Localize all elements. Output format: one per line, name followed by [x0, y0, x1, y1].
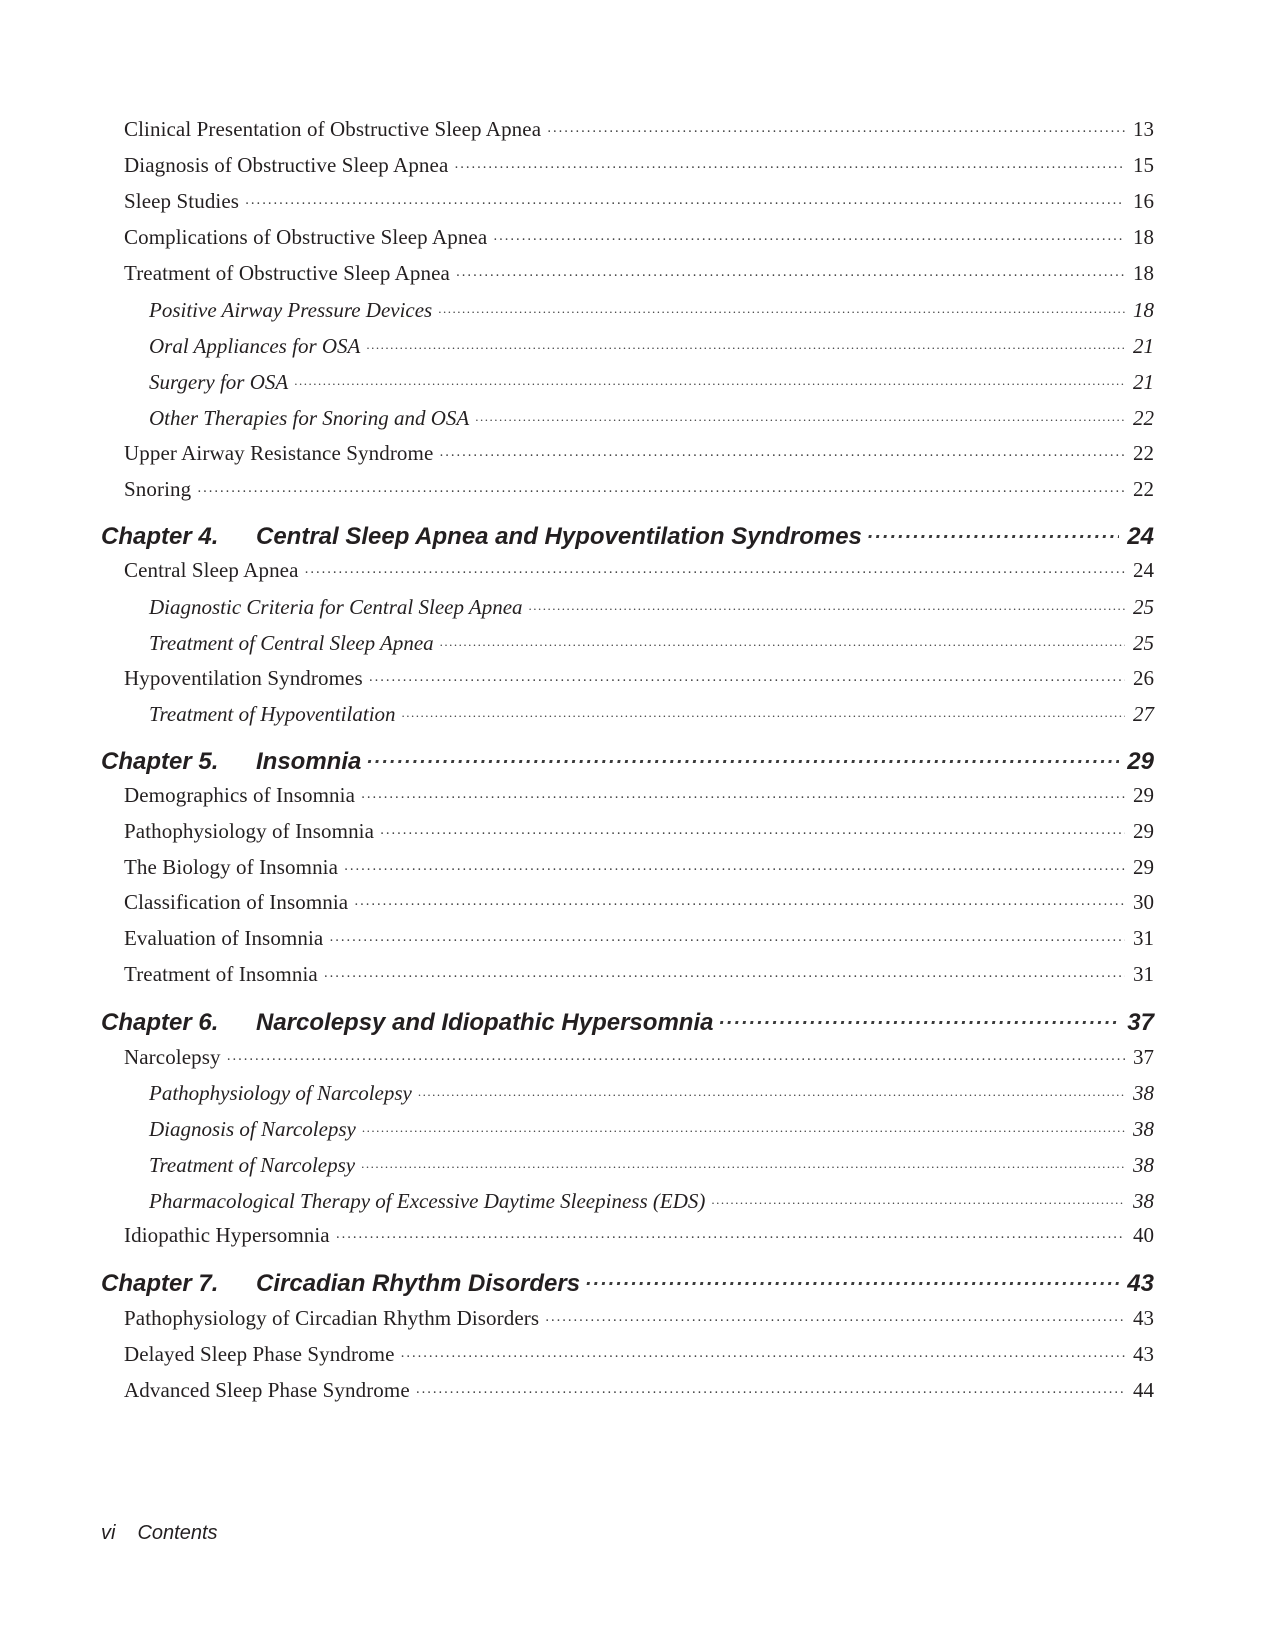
chapter-label: Chapter 6.	[101, 1009, 219, 1037]
toc-entry-title: Upper Airway Resistance Syndrome	[124, 441, 434, 465]
toc-entry-title: Idiopathic Hypersomnia	[124, 1223, 330, 1247]
dot-leader	[197, 476, 1125, 496]
dot-leader	[529, 593, 1125, 614]
toc-entry-title: Treatment of Insomnia	[124, 962, 318, 986]
toc-entry-section[interactable]	[124, 1377, 1154, 1403]
toc-entry-section[interactable]	[124, 1305, 1154, 1331]
dot-leader	[402, 700, 1125, 721]
toc-entry-page: 18	[1133, 298, 1154, 322]
toc-entry-page: 29	[1127, 748, 1154, 776]
dot-leader	[367, 744, 1119, 769]
dot-leader	[711, 1187, 1125, 1208]
toc-entry-title: Hypoventilation Syndromes	[124, 666, 363, 690]
toc-entry-title: Narcolepsy	[124, 1045, 221, 1069]
toc-entry-page: 38	[1133, 1117, 1154, 1141]
dot-leader	[329, 925, 1125, 945]
toc-entry-title: Treatment of Central Sleep Apnea	[149, 631, 434, 655]
dot-leader	[336, 1222, 1125, 1242]
dot-leader	[369, 665, 1125, 685]
toc-entry-section[interactable]	[124, 224, 1154, 250]
toc-entry-section[interactable]	[124, 889, 1154, 915]
page-folio: vi	[101, 1522, 116, 1544]
toc-entry-subsection[interactable]	[149, 1115, 1154, 1142]
toc-entry-page: 43	[1133, 1342, 1154, 1366]
toc-entry-title: Diagnosis of Narcolepsy	[149, 1117, 356, 1141]
toc-entry-page: 24	[1133, 558, 1154, 582]
dot-leader	[380, 818, 1125, 838]
toc-entry-title: Classification of Insomnia	[124, 890, 349, 914]
dot-leader	[361, 782, 1125, 802]
chapter-label: Chapter 4.	[101, 523, 219, 551]
toc-entry-section[interactable]	[124, 925, 1154, 951]
toc-entry-section[interactable]	[124, 152, 1154, 178]
toc-entry-subsection[interactable]	[149, 368, 1154, 395]
toc-entry-section[interactable]	[124, 476, 1154, 502]
dot-leader	[366, 332, 1125, 353]
toc-entry-title: Demographics of Insomnia	[124, 783, 356, 807]
dot-leader	[227, 1044, 1125, 1064]
dot-leader	[586, 1266, 1119, 1291]
toc-entry-section[interactable]	[124, 818, 1154, 844]
dot-leader	[361, 1151, 1125, 1172]
dot-leader	[456, 260, 1125, 280]
toc-entry-subsection[interactable]	[149, 296, 1154, 323]
toc-entry-title: Pathophysiology of Circadian Rhythm Disorders	[124, 1306, 540, 1330]
chapter-heading	[101, 748, 361, 776]
toc-entry-subsection[interactable]	[149, 700, 1154, 727]
dot-leader	[719, 1005, 1119, 1030]
toc-entry-section[interactable]	[124, 440, 1154, 466]
toc-entry-title: Diagnostic Criteria for Central Sleep Apnea	[149, 595, 523, 619]
toc-entry-title: Evaluation of Insomnia	[124, 926, 324, 950]
chapter-heading	[101, 523, 862, 551]
dot-leader	[547, 116, 1125, 136]
toc-entry-page: 21	[1133, 334, 1154, 358]
toc-entry-subsection[interactable]	[149, 404, 1154, 431]
toc-entry-section[interactable]	[124, 260, 1154, 286]
toc-chapter-4[interactable]	[101, 519, 1154, 551]
dot-leader	[440, 629, 1125, 650]
dot-leader	[475, 404, 1125, 425]
toc-entry-section[interactable]	[124, 116, 1154, 142]
toc-entry-title: Other Therapies for Snoring and OSA	[149, 406, 470, 430]
toc-entry-title: Complications of Obstructive Sleep Apnea	[124, 225, 488, 249]
dot-leader	[418, 1079, 1125, 1100]
toc-entry-page: 22	[1133, 441, 1154, 465]
chapter-heading	[101, 1009, 713, 1037]
toc-entry-page: 38	[1133, 1081, 1154, 1105]
dot-leader	[305, 557, 1125, 577]
toc-entry-page: 18	[1133, 225, 1154, 249]
toc-entry-page: 24	[1127, 523, 1154, 551]
toc-entry-subsection[interactable]	[149, 332, 1154, 359]
toc-entry-title: Treatment of Narcolepsy	[149, 1153, 356, 1177]
dot-leader	[401, 1341, 1126, 1361]
toc-entry-section[interactable]	[124, 557, 1154, 583]
dot-leader	[868, 519, 1119, 544]
chapter-title: Circadian Rhythm Disorders	[256, 1270, 581, 1298]
toc-entry-subsection[interactable]	[149, 1151, 1154, 1178]
dot-leader	[362, 1115, 1125, 1136]
toc-entry-section[interactable]	[124, 1341, 1154, 1367]
toc-entry-title: Pathophysiology of Narcolepsy	[149, 1081, 412, 1105]
toc-entry-page: 27	[1133, 702, 1154, 726]
toc-chapter-6[interactable]	[101, 1005, 1154, 1037]
toc-entry-title: Sleep Studies	[124, 189, 240, 213]
toc-entry-page: 26	[1133, 666, 1154, 690]
dot-leader	[493, 224, 1125, 244]
toc-entry-section[interactable]	[124, 188, 1154, 214]
toc-entry-title: Pathophysiology of Insomnia	[124, 819, 375, 843]
toc-entry-page: 38	[1133, 1189, 1154, 1213]
toc-entry-title: Diagnosis of Obstructive Sleep Apnea	[124, 153, 449, 177]
dot-leader	[416, 1377, 1125, 1397]
toc-chapter-5[interactable]	[101, 744, 1154, 776]
toc-entry-page: 22	[1133, 477, 1154, 501]
dot-leader	[294, 368, 1125, 389]
toc-entry-title: Positive Airway Pressure Devices	[149, 298, 433, 322]
toc-entry-page: 29	[1133, 855, 1154, 879]
toc-entry-page: 15	[1133, 153, 1154, 177]
toc-entry-subsection[interactable]	[149, 593, 1154, 620]
toc-entry-page: 44	[1133, 1378, 1154, 1402]
toc-entry-title: Advanced Sleep Phase Syndrome	[124, 1378, 410, 1402]
page-footer	[101, 1522, 218, 1545]
toc-entry-section[interactable]	[124, 961, 1154, 987]
toc-entry-page: 25	[1133, 595, 1154, 619]
toc-entry-title: Central Sleep Apnea	[124, 558, 299, 582]
toc-entry-page: 43	[1127, 1270, 1154, 1298]
chapter-label: Chapter 5.	[101, 748, 219, 776]
toc-entry-page: 31	[1133, 926, 1154, 950]
toc-entry-section[interactable]	[124, 1044, 1154, 1070]
toc-entry-page: 43	[1133, 1306, 1154, 1330]
toc-entry-page: 29	[1133, 819, 1154, 843]
toc-entry-page: 37	[1133, 1045, 1154, 1069]
toc-entry-title: Treatment of Hypoventilation	[149, 702, 396, 726]
chapter-label: Chapter 7.	[101, 1270, 219, 1298]
chapter-title: Insomnia	[256, 748, 362, 776]
toc-entry-subsection[interactable]	[149, 1187, 1154, 1214]
toc-entry-section[interactable]	[124, 1222, 1154, 1248]
toc-entry-page: 22	[1133, 406, 1154, 430]
toc-entry-title: Oral Appliances for OSA	[149, 334, 361, 358]
toc-entry-subsection[interactable]	[149, 1079, 1154, 1106]
dot-leader	[245, 188, 1125, 208]
toc-entry-title: Pharmacological Therapy of Excessive Daytime Sleepiness (EDS)	[149, 1189, 706, 1213]
dot-leader	[545, 1305, 1125, 1325]
toc-entry-page: 21	[1133, 370, 1154, 394]
dot-leader	[438, 296, 1125, 317]
toc-entry-page: 25	[1133, 631, 1154, 655]
dot-leader	[454, 152, 1125, 172]
toc-entry-page: 30	[1133, 890, 1154, 914]
toc-entry-title: The Biology of Insomnia	[124, 855, 339, 879]
dot-leader	[344, 854, 1125, 874]
dot-leader	[324, 961, 1125, 981]
toc-entry-title: Treatment of Obstructive Sleep Apnea	[124, 261, 450, 285]
dot-leader	[354, 889, 1125, 909]
toc-entry-page: 29	[1133, 783, 1154, 807]
toc-entry-page: 16	[1133, 189, 1154, 213]
chapter-heading	[101, 1270, 580, 1298]
toc-entry-title: Delayed Sleep Phase Syndrome	[124, 1342, 395, 1366]
toc-entry-title: Snoring	[124, 477, 192, 501]
running-head: Contents	[137, 1522, 218, 1544]
toc-entry-page: 31	[1133, 962, 1154, 986]
dot-leader	[439, 440, 1125, 460]
toc-entry-section[interactable]	[124, 782, 1154, 808]
toc-entry-page: 18	[1133, 261, 1154, 285]
toc-entry-page: 37	[1127, 1009, 1154, 1037]
chapter-title: Central Sleep Apnea and Hypoventilation Syndromes	[256, 523, 862, 551]
toc-entry-page: 38	[1133, 1153, 1154, 1177]
toc-entry-page: 13	[1133, 117, 1154, 141]
toc-chapter-7[interactable]	[101, 1266, 1154, 1298]
toc-entry-section[interactable]	[124, 665, 1154, 691]
toc-entry-title: Surgery for OSA	[149, 370, 289, 394]
toc-entry-subsection[interactable]	[149, 629, 1154, 656]
chapter-title: Narcolepsy and Idiopathic Hypersomnia	[256, 1009, 714, 1037]
toc-entry-page: 40	[1133, 1223, 1154, 1247]
toc-entry-section[interactable]	[124, 854, 1154, 880]
toc-entry-title: Clinical Presentation of Obstructive Sleep Apnea	[124, 117, 542, 141]
